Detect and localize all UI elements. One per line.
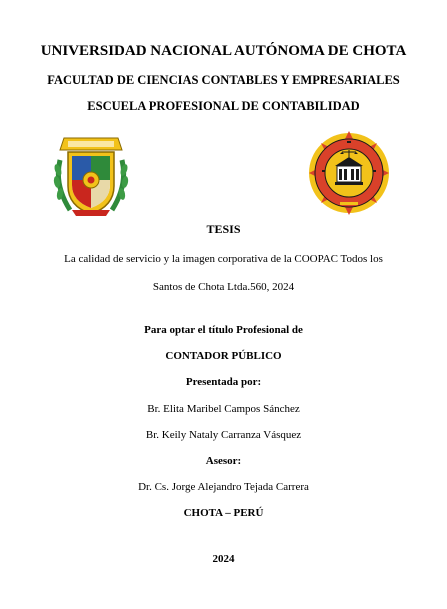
author-2: Br. Keily Nataly Carranza Vásquez (145, 429, 302, 441)
school-name: ESCUELA PROFESIONAL DE CONTABILIDAD (87, 99, 360, 113)
presented-by-label: Presentada por: (185, 376, 262, 388)
advisor-label: Asesor: (205, 455, 242, 467)
university-crest-icon (52, 130, 130, 218)
thesis-label: TESIS (206, 222, 241, 236)
faculty-name: FACULTAD DE CIENCIAS CONTABLES Y EMPRESARIALES (47, 73, 400, 87)
accounting-school-seal-icon (308, 130, 390, 216)
year: 2024 (212, 553, 235, 565)
thesis-title-line-2: Santos de Chota Ltda.560, 2024 (152, 281, 295, 293)
university-name: UNIVERSIDAD NACIONAL AUTÓNOMA DE CHOTA (40, 43, 407, 59)
thesis-title-line-1: La calidad de servicio y la imagen corporativa de la COOPAC Todos los (64, 253, 383, 265)
location: CHOTA – PERÚ (183, 507, 264, 519)
advisor-name: Dr. Cs. Jorge Alejandro Tejada Carrera (138, 481, 309, 493)
degree-title: CONTADOR PÚBLICO (165, 350, 282, 362)
degree-purpose: Para optar el título Profesional de (144, 324, 303, 336)
author-1: Br. Elita Maribel Campos Sánchez (147, 403, 300, 415)
